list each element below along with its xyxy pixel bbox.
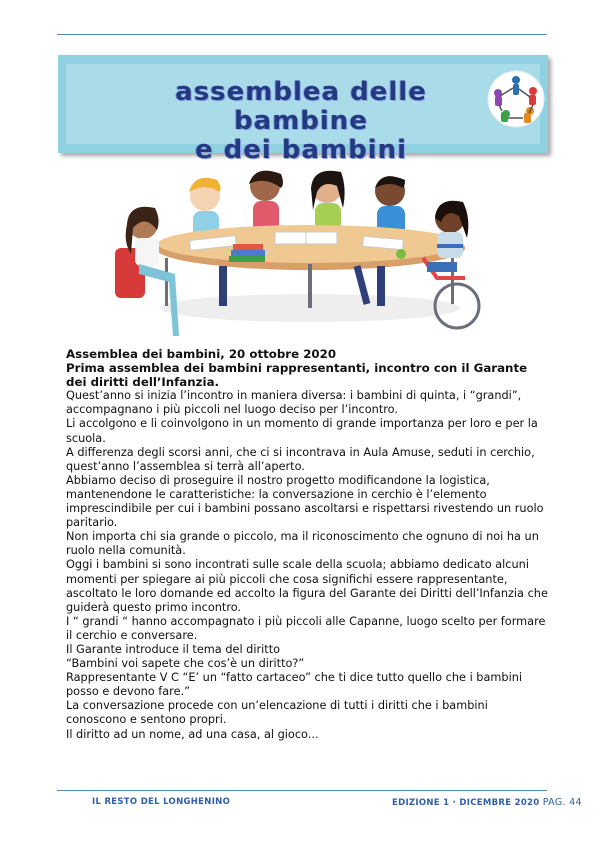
footer-publication: IL RESTO DEL LONGHENINO (92, 797, 231, 807)
kid-left-girl (115, 207, 179, 336)
bottom-rule (57, 790, 547, 791)
article-paragraph: A differenza degli scorsi anni, che ci si incontrava in Aula Amuse, seduti in cerchio, quest’anno l’assemblea si terrà all’aperto. (66, 445, 535, 473)
article-paragraph: Il Garante introduce il tema del diritto (66, 642, 281, 656)
top-rule (57, 34, 547, 35)
article-paragraph: Abbiamo deciso di proseguire il nostro progetto modificandone la logistica, mantenendone le caratteristiche: la conversazione in cerchio è l’elemento imprescindibile per cui i bambini possano ascoltarsi e rispettarsi rivestendo un ruolo paritario. (66, 473, 544, 530)
page-title-line-1: assemblea delle bambine (175, 77, 427, 136)
article-paragraph: “Bambini voi sapete che cos’è un diritto?” (66, 657, 305, 671)
page-number: PAG. 44 (542, 797, 582, 808)
title-banner (58, 55, 548, 165)
page-title-line-2: e dei bambini (194, 135, 408, 165)
article-paragraph: Li accolgono e li coinvolgono in un momento di grande importanza per loro e per la scuola. (66, 417, 538, 445)
page-title (116, 78, 486, 165)
article-paragraph: La conversazione procede con un’elencazione di tutti i diritti che i bambini conoscono e sentono propri. (66, 699, 488, 727)
kid-center-girl (249, 171, 283, 235)
article-paragraph: Il diritto ad un nome, ad una casa, al gioco... (66, 727, 319, 741)
title-banner-inner (66, 64, 540, 165)
article-paragraph: Non importa chi sia grande o piccolo, ma il riconoscimento che ognuno di noi ha un ruolo nella comunità. (66, 530, 539, 558)
article-paragraph: I “ grandi “ hanno accompagnato i più piccoli alle Capanne, luogo scelto per formare il cerchio e conversare. (66, 614, 546, 642)
article-paragraph: Rappresentante V C “E’ un “fatto cartaceo” che ti dice tutto quello che i bambini posso e devono fare.” (66, 671, 523, 699)
children-circle-logo-icon (486, 69, 546, 129)
footer-edition (392, 797, 582, 808)
article-body (66, 347, 548, 742)
article-heading: Assemblea dei bambini, 20 ottobre 2020 (66, 347, 337, 361)
children-around-table-illustration (105, 158, 500, 338)
article-subheading: Prima assemblea dei bambini rappresentanti, incontro con il Garante dei diritti dell’Infanzia. (66, 361, 528, 390)
footer-edition-text: EDIZIONE 1 · DICEMBRE 2020 (392, 798, 540, 808)
article-paragraph: Oggi i bambini si sono incontrati sulle scale della scuola; abbiamo dedicato alcuni momenti per spiegare ai più piccoli che cosa significhi essere rappresentante, ascoltato le loro domande ed accolto la figura del Garante dei Diritti dell’Infanzia che guiderà questo primo incontro. (66, 558, 548, 614)
article-paragraph: Quest’anno si inizia l’incontro in maniera diversa: i bambini di quinta, i “grandi”, accompagnano i più piccoli nel luogo deciso per l’incontro. (66, 389, 522, 417)
